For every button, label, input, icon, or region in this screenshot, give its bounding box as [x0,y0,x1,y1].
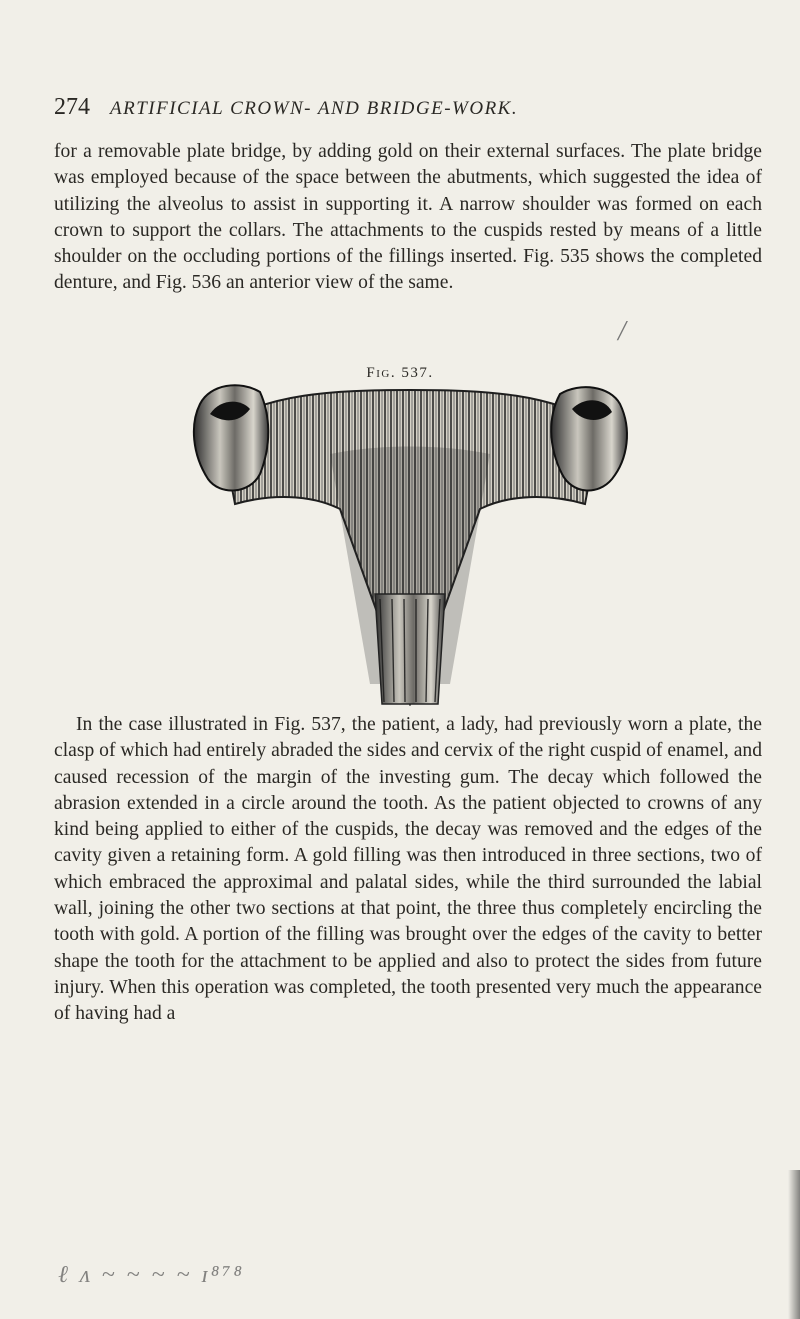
center-pontic [375,594,445,704]
left-crown [194,385,268,490]
page-number: 274 [54,94,90,120]
figure-caption: Fig. 537. [366,365,434,381]
page-header [54,94,754,126]
pencil-margin-mark: / [618,316,626,347]
paragraph-1: for a removable plate bridge, by adding gold on their external surfaces. The plate bridge was employed because of the space between the abutments, which suggested the idea of utilizing the alveolus to assist in supporting it. A narrow shoulder was formed on each crown to support the collars. The attachments to the cuspids rested by means of a little shoulder on the occluding portions of the fillings inserted. Fig. 535 shows the completed denture, and Fig. 536 an anterior view of the same. [54,141,762,294]
page-edge-shadow [788,1170,800,1319]
handwritten-note: ℓ ᴧ ~ ~ ~ ~ ɪ⁸⁷⁸ [58,1262,245,1288]
running-head: ARTIFICIAL CROWN- AND BRIDGE-WORK. [110,98,519,119]
dental-bridge-illustration [180,384,640,706]
paragraph-2: In the case illustrated in Fig. 537, the patient, a lady, had previously worn a plate, the clasp of which had entirely abraded the sides and cervix of the right cuspid of enamel, and caused recession of the margin of the investing gum. The decay which followed the abrasion extended in a circle around the tooth. As the patient objected to crowns of any kind being applied to either of the cuspids, the decay was removed and the edges of the cavity given a retaining form. A gold filling was then introduced in three sections, two of which embraced the approximal and palatal sides, while the third surrounded the labial wall, joining the other two sections at that point, the three thus completely encircling the tooth with gold. A portion of the filling was brought over the edges of the cavity to better shape the tooth for the attachment to be applied and also to protect the sides from future injury. When this operation was completed, the tooth presented very much the appearance of having had a [54,714,762,1025]
